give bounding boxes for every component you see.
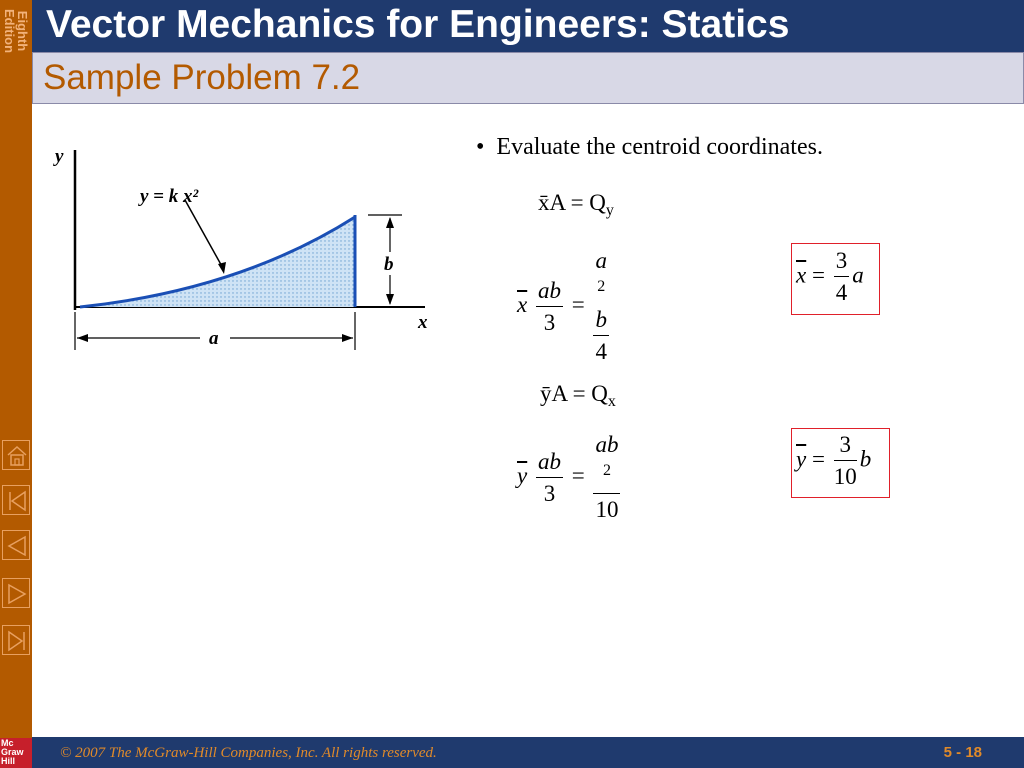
subtitle-bar	[32, 52, 1024, 104]
edition-label	[0, 0, 32, 62]
sidebar	[0, 0, 32, 768]
first-slide-icon[interactable]	[2, 485, 30, 515]
home-icon[interactable]	[2, 440, 30, 470]
last-slide-icon[interactable]	[2, 625, 30, 655]
height-label: b	[384, 254, 394, 275]
y-axis-label: y	[55, 146, 64, 167]
equation-yA-Qx: ȳA = $Q_x$	[540, 381, 616, 410]
parabolic-area-figure	[40, 140, 440, 365]
previous-slide-icon[interactable]	[2, 530, 30, 560]
width-label: a	[209, 328, 219, 349]
page-subtitle: Sample Problem 7.2	[43, 58, 361, 97]
equation-y-bar-ab: $\overline{y}$ $\frac{ab}{3}$ = ab $^2$ 10	[517, 432, 619, 522]
shaded-area	[80, 217, 355, 307]
curve-label: y = k x²	[140, 186, 199, 207]
mcgraw-hill-logo: Mc Graw Hill	[0, 738, 32, 768]
footer-bar	[32, 737, 1024, 768]
next-slide-icon[interactable]	[2, 578, 30, 608]
bullet-text: • Evaluate the centroid coordinates.	[476, 134, 823, 160]
page-title: Vector Mechanics for Engineers: Statics	[46, 3, 790, 46]
copyright-text: © 2007 The McGraw-Hill Companies, Inc. All rights reserved.	[60, 745, 437, 761]
title-bar	[32, 0, 1024, 52]
page-number: 5 - 18	[943, 744, 982, 761]
result-y-bar: $\overline{y}$ = $\frac{3}{10}$ b	[796, 432, 872, 489]
result-x-bar: $\overline{x}$ = $\frac{3}{4}$ a	[796, 248, 864, 305]
edition-text: Eighth Edition	[2, 8, 30, 54]
x-axis-label: x	[418, 312, 428, 333]
equation-xA-Qy: x̄A = $Q_y$	[538, 190, 614, 219]
equation-x-bar-ab: $\overline{x}$ $\frac{ab}{3}$ = a $^2$ b 4	[517, 248, 607, 364]
leader-arrow	[218, 262, 226, 274]
